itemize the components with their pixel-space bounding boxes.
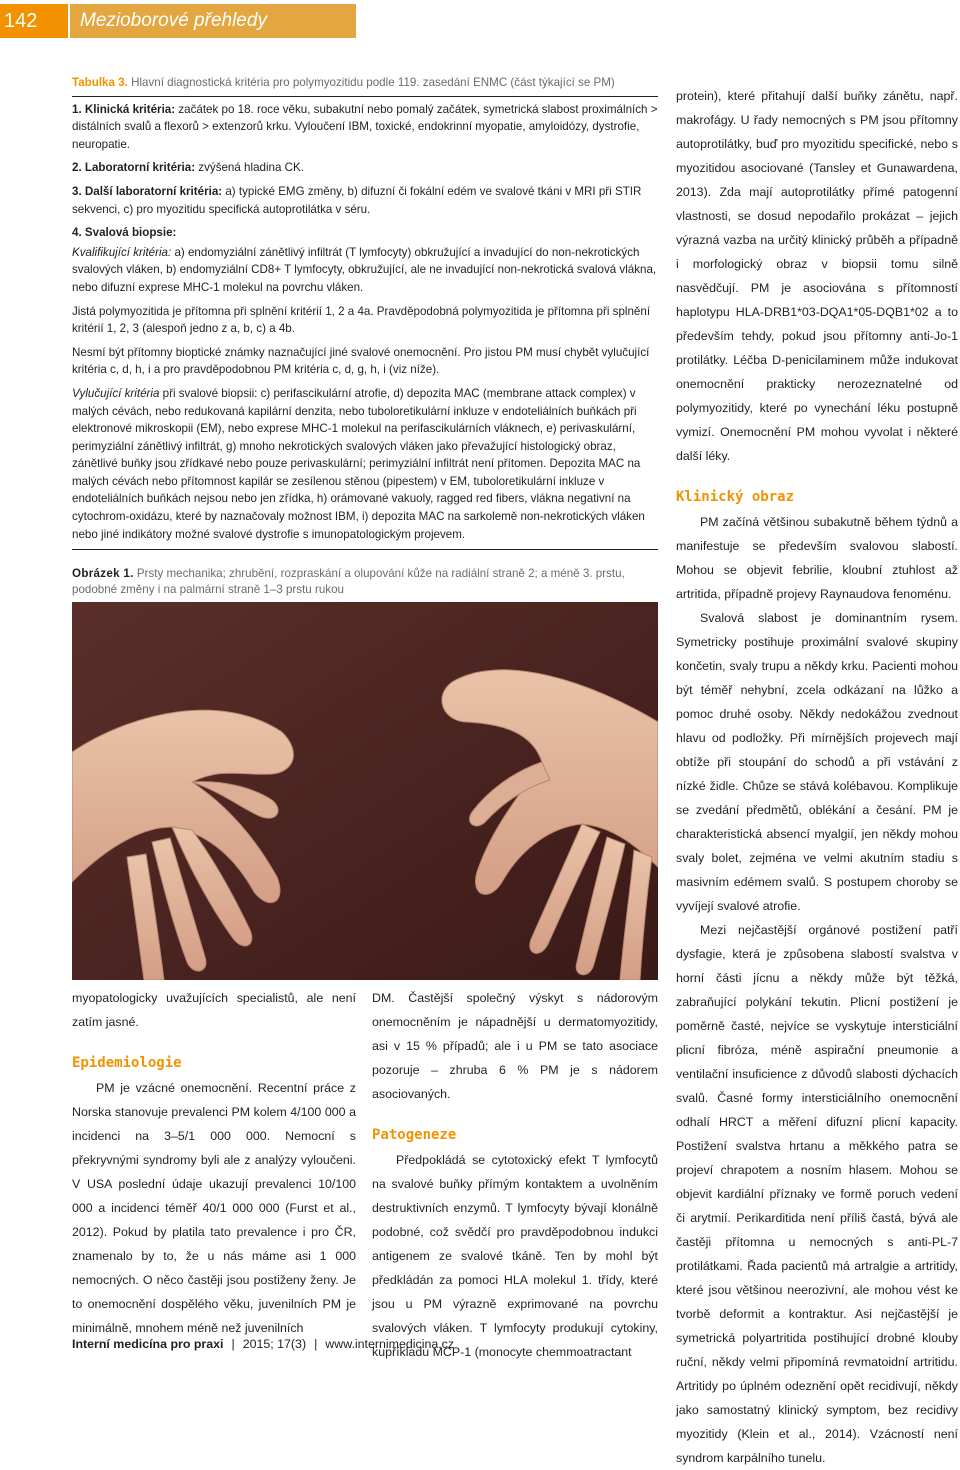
heading-epidemiologie: Epidemiologie (72, 1055, 182, 1071)
table-item-2-text: zvýšená hladina CK. (198, 161, 304, 175)
table-3 (72, 74, 658, 554)
klinicky-obraz-p3: Mezi nejčastější orgánové postižení patří dysfagie, která je způsobena slabostí svalstva v horní části jícnu a někdy může být těžká, zabraňující polykání tekutin. Plicní postižení je poměrně časté, nejvíce se vyskytuje intersticiální plicní fibróza, méně aspirační pneumonie a ventilační insuficience z důvodů slabosti dýchacích svalů. Časné formy intersticiálního onemocnění odhalí HRCT a měření difuzní plicní kapacity. Postižení svalstva hrtanu a měkkého patra se projeví chrapotem a nosním hlasem. Mohou se objevit kardiální příznaky ve formě poruch vedení či arytmií. Perikarditida není příliš častá, bývá ale častěji přítomna u nemocných s anti-PL-7 protilátkami. Řada pacientů má artralgie a artritidy, které jsou většinou neerozivní, ale mohou vést ke tvorbě deformit a kontraktur. Asi nejčastější je symetrická polyartritida postihující drobné klouby ruční, někdy velmi připomíná revmatoidní artritidu. Artritidy po úplném odeznění opět recidivují, někdy jako samostatný klinický symptom, bez recidivy myozitidy (Klein et al., 2014). Vzácností není syndrom karpálního tunelu. (676, 923, 958, 1465)
col3-continuation: DM. Častější společný výskyt s nádorovým onemocněním je nápadnější u dermatomyozitidy, asi v 15 % případů; ale i u PM se tato asociace pozoruje – zhruba 6 % PM je s nádorem asociovaných. (372, 991, 658, 1101)
table-item-3 (72, 183, 658, 218)
footer-separator: | (314, 1337, 318, 1351)
table-item-1-title: 1. Klinická kritéria: (72, 102, 176, 116)
table-bottom-rule (72, 549, 658, 550)
table-item-2-title: 2. Laboratorní kritéria: (72, 161, 196, 175)
footer-journal: Interní medicína pro praxi (72, 1337, 224, 1351)
rightcol-continuation: protein), které přitahují další buňky zánětu, např. makrofágy. U řady nemocných s PM jsou přítomny autoprotilátky, buď pro myozitidu specifické, nebo s myozitidou asociované (Tansley et Gunawardena, 2013). Zda mají autoprotilátky přímé patogenní vlastnosti, se dosud nepodařilo prokázat – jejich výrazná vazba na určitý klinický průběh a případně i morfologický obraz v biopsii tomu silně nasvědčují. PM je asociována s přítomností haplotypu HLA-DRB1*03-DQA1*05-DQB1*02 a to především tehdy, pokud jsou přítomny anti-Jo-1 protilátky. Léčba D-penicilaminem může indukovat onemocnění prakticky nerozeznatelné od polymyozitidy, které po vynechání léku postupně vymizí. Onemocnění PM mohou vyvolat i některé další léky. (676, 89, 958, 463)
table-item-1 (72, 101, 658, 154)
table-item-4-qual-label: Kvalifikující kritéria: (72, 245, 172, 259)
table-exclusion: Nesmí být přítomny bioptické známky naznačující jiné svalové onemocnění. Pro jistou PM musí chybět vylučující kritéria c, d, h, i a pro pravděpodobnou PM kritéria c, d, g, h, i (viz níže). (72, 345, 650, 377)
footer-url-link[interactable]: www.internimedicina.cz (325, 1337, 455, 1351)
table-exclusion-criteria (72, 385, 658, 543)
patogeneze-text: Předpokládá se cytotoxický efekt T lymfocytů na svalové buňky přímým kontaktem a uvolněním destruktivních enzymů. T lymfocyty bývají klonálně podobné, což svědčí pro pravděpodobnou indukci antigenem ze svalové tkáně. Ten by mohl být předkládán za pomoci HLA molekul 1. třídy, které jsou u PM výrazně exprimované na povrchu svalových vláken. T lymfocyty produkují cytokiny, kupříkladu MCP-1 (monocyte chemmoatractant (372, 1153, 658, 1359)
table-excl-text: při svalové biopsii: c) perifascikulární atrofie, d) depozita MAC (membrane attack complex) v malých cévách, nebo redukovaná kapilární denzita, nebo tuboloretikulární inkluze v endoteliálních buňkách při elektronové mikroskopii (EM), nebo exprese MHC-1 molekul na perifascikulárních vláknech, e) perivaskulární, perimyziální zánětlivý infiltrát, g) mnoho nekrotických svalových vláken jako převažující histologický obraz, zánětlivé buňky jsou zřídkavé nebo pouze perivaskulární; perimyziální infiltrát není přítomen. Depozita MAC na malých cévách nebo přítomnost kapilár se zesílenou stěnou (pipestem) v EM, tuboloretikulární inkluze v endoteliálních buňkách nejsou nebo jen zřídka, h) orámované vakuoly, ragged red fibers, vlákna negativní na cytochrom-oxidázu, které by naznačovaly možnost IBM, i) depozita MAC na sarkolemě non-nekrotických vláken nebo jiné indikátory možné svalové dystrofie s imunopatologickým projevem. (72, 386, 645, 541)
table-item-1-text: začátek po 18. roce věku, subakutní nebo pomalý začátek, symetrická slabost proximálních > distálních svalů a flexorů > extenzorů krku. Vyloučení IBM, toxické, endokrinní myopatie, amyloidózy, dystrofie, neuropatie. (72, 102, 658, 151)
epidemiologie-text: PM je vzácné onemocnění. Recentní práce z Norska stanovuje prevalenci PM kolem 4/100 000 a incidenci na 3–5/1 000 000. Nemocní s překryvnými syndromy byli ale z analýzy vyloučeni. V USA poslední údaje ukazují prevalenci 10/100 000 a incidenci téměř 40/1 000 000 (Furst et al., 2012). Pokud by platila tato prevalence i pro ČR, znamenalo by to, že u nás máme asi 1 000 nemocných. O něco častěji jsou postiženy ženy. Je to onemocnění dospělého věku, juvenilních PM je minimálně, mnohem méně než juvenilních (72, 1081, 356, 1335)
figure-caption-text: Prsty mechanika; zhrubění, rozpraskání a olupování kůže na radiální straně 2; a méně 3. prstu, podobné změny i na palmární straně 1–3 prstu rukou (72, 567, 625, 596)
footer-issue: 2015; 17(3) (242, 1337, 307, 1351)
page-number: 142 (0, 4, 68, 38)
table-excl-label: Vylučující kritéria (72, 386, 160, 400)
heading-patogeneze: Patogeneze (372, 1127, 457, 1143)
right-column (676, 84, 958, 1470)
hands-photo-illustration (72, 602, 658, 980)
figure-label: Obrázek 1. (72, 567, 134, 580)
table-caption-text: Hlavní diagnostická kritéria pro polymyozitidu podle 119. zasedání ENMC (část týkající se PM) (131, 76, 615, 89)
hands-photo (72, 602, 658, 980)
table-label: Tabulka 3. (72, 76, 128, 89)
table-definite: Jistá polymyozitida je přítomna při splnění kritérií 1, 2 a 4a. Pravděpodobná polymyozitida je přítomna při splnění kritérií 1, 2, 3 (alespoň jedno z a, b, c) a 4b. (72, 304, 651, 336)
col2-continuation: myopatologicky uvažujících specialistů, ale není zatím jasné. (72, 991, 356, 1029)
section-title: Mezioborové přehledy (70, 4, 356, 38)
column-3 (372, 986, 658, 1364)
column-2 (72, 986, 356, 1340)
table-item-4-title: 4. Svalová biopsie: (72, 226, 177, 240)
footer-separator: | (231, 1337, 235, 1351)
page-footer (72, 1336, 454, 1352)
figure-caption (72, 566, 658, 598)
table-item-4 (72, 244, 658, 297)
klinicky-obraz-p2: Svalová slabost je dominantním rysem. Symetricky postihuje proximální svalové skupiny končetin, svaly trupu a někdy krku. Pacienti mohou být téměř nehybní, zcela odkázaní na lůžko a pomoc druhé osoby. Někdy nedokážou zvednout hlavu od podložky. Při mírnějších projevech mají obtíže při stoupání do schodů a při vstávání z nízké židle. Chůze se stává kolébavou. Komplikuje se zvedání předmětů, oblékání a česání. PM je charakteristická absencí myalgií, jen někdy mohou svaly bolet, zejména ve velmi akutním stadiu s masivním edémem svalů. S postupem choroby se vyvíjejí svalové atrofie. (676, 611, 958, 913)
klinicky-obraz-p1: PM začíná většinou subakutně během týdnů a manifestuje se především svalovou slabostí. Mohou se objevit febrilie, kloubní ztuhlost až artritida, případně projevy Raynaudova fenoménu. (676, 515, 958, 601)
heading-klinicky-obraz: Klinický obraz (676, 489, 795, 505)
table-top-rule (72, 96, 658, 97)
table-item-3-title: 3. Další laboratorní kritéria: (72, 184, 223, 198)
table-item-4-text: a) endomyziální zánětlivý infiltrát (T lymfocyty) obkružující a invadující do non-nekrotických svalových vláken, b) endomyziální CD8+ T lymfocyty, obkružující, ale ne invadující non-nekrotická svalová vlákna, nebo difuzní exprese MHC-1 molekul na povrchu vláken. (72, 245, 657, 294)
table-caption (72, 74, 658, 92)
table-item-3-text: a) typické EMG změny, b) difuzní či fokální edém ve svalové tkáni v MRI při STIR sekvenci, c) pro myozitidu specifická autoprotilátka v séru. (72, 184, 642, 216)
table-item-2 (72, 159, 658, 177)
